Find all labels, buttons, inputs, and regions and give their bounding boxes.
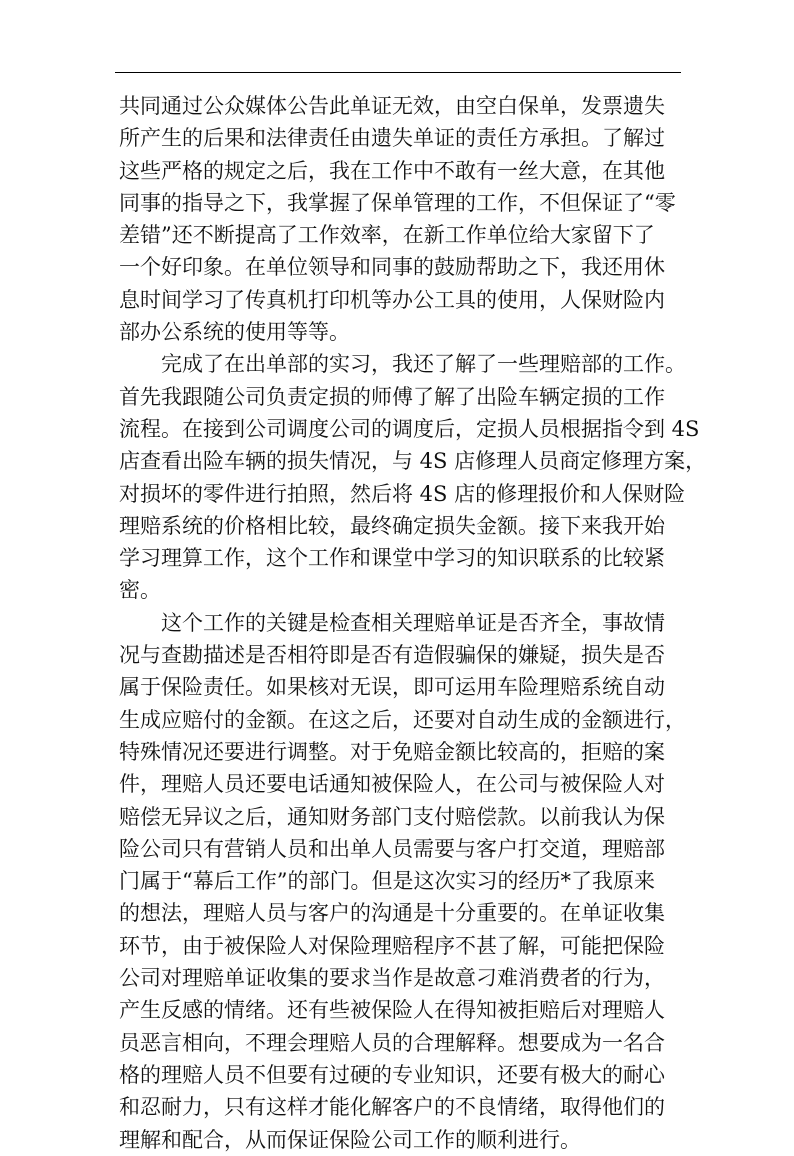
body-line: 赔偿无异议之后，通知财务部门支付赔偿款。以前我认为保 bbox=[119, 804, 665, 829]
body-line: 密。 bbox=[119, 578, 161, 603]
body-line: 对损坏的零件进行拍照，然后将 4S 店的修理报价和人保财险 bbox=[119, 481, 686, 506]
body-line: 所产生的后果和法律责任由遗失单证的责任方承担。了解过 bbox=[119, 126, 665, 151]
body-line: 理解和配合，从而保证保险公司工作的顺利进行。 bbox=[119, 1127, 581, 1152]
body-line: 和忍耐力，只有这样才能化解客户的不良情绪，取得他们的 bbox=[119, 1095, 665, 1120]
body-line: 息时间学习了传真机打印机等办公工具的使用，人保财险内 bbox=[119, 287, 665, 312]
body-line: 的想法，理赔人员与客户的沟通是十分重要的。在单证收集 bbox=[119, 901, 665, 926]
body-line: 一个好印象。在单位领导和同事的鼓励帮助之下，我还用休 bbox=[119, 255, 665, 280]
header-rule bbox=[115, 72, 681, 73]
body-line: 门属于“幕后工作”的部门。但是这次实习的经历*了我原来 bbox=[119, 869, 655, 894]
paragraph-start-line: 完成了在出单部的实习，我还了解了一些理赔部的工作。 bbox=[161, 352, 686, 377]
body-line: 这些严格的规定之后，我在工作中不敢有一丝大意，在其他 bbox=[119, 158, 665, 183]
body-line: 同事的指导之下，我掌握了保单管理的工作，不但保证了“零 bbox=[119, 190, 676, 215]
body-line: 公司对理赔单证收集的要求当作是故意刁难消费者的行为， bbox=[119, 966, 665, 991]
body-line: 差错”还不断提高了工作效率，在新工作单位给大家留下了 bbox=[119, 223, 655, 248]
body-line: 生成应赔付的金额。在这之后，还要对自动生成的金额进行， bbox=[119, 707, 686, 732]
body-line: 产生反感的情绪。还有些被保险人在得知被拒赔后对理赔人 bbox=[119, 998, 665, 1023]
body-line: 环节，由于被保险人对保险理赔程序不甚了解，可能把保险 bbox=[119, 933, 665, 958]
body-line: 学习理算工作，这个工作和课堂中学习的知识联系的比较紧 bbox=[119, 546, 665, 571]
body-line: 格的理赔人员不但要有过硬的专业知识，还要有极大的耐心 bbox=[119, 1062, 665, 1087]
body-line: 件，理赔人员还要电话通知被保险人，在公司与被保险人对 bbox=[119, 772, 665, 797]
body-line: 险公司只有营销人员和出单人员需要与客户打交道，理赔部 bbox=[119, 836, 665, 861]
body-line: 共同通过公众媒体公告此单证无效，由空白保单，发票遗失 bbox=[119, 94, 665, 118]
body-line: 首先我跟随公司负责定损的师傅了解了出险车辆定损的工作 bbox=[119, 384, 665, 409]
paragraph-start-line: 这个工作的关键是检查相关理赔单证是否齐全，事故情 bbox=[161, 610, 665, 635]
body-line: 流程。在接到公司调度公司的调度后，定损人员根据指令到 4S bbox=[119, 416, 700, 441]
body-line: 况与查勘描述是否相符即是否有造假骗保的嫌疑，损失是否 bbox=[119, 643, 665, 668]
body-line: 店查看出险车辆的损失情况，与 4S 店修理人员商定修理方案， bbox=[119, 449, 707, 474]
document-body bbox=[119, 90, 707, 1156]
body-line: 部办公系统的使用等等。 bbox=[119, 320, 350, 345]
body-line: 员恶言相向，不理会理赔人员的合理解释。想要成为一名合 bbox=[119, 1030, 665, 1055]
body-line: 理赔系统的价格相比较，最终确定损失金额。接下来我开始 bbox=[119, 513, 665, 538]
body-line: 属于保险责任。如果核对无误，即可运用车险理赔系统自动 bbox=[119, 675, 665, 700]
body-line: 特殊情况还要进行调整。对于免赔金额比较高的，拒赔的案 bbox=[119, 739, 665, 764]
